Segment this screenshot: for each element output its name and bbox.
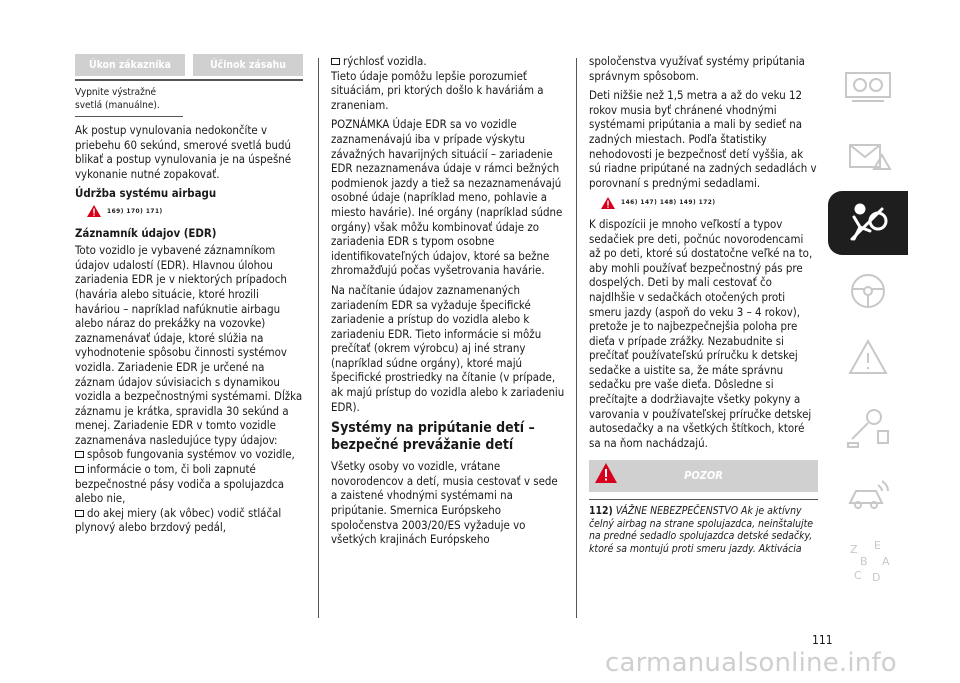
column-divider-1: [318, 58, 319, 618]
wrench-service-icon: [838, 399, 898, 455]
car-dashboard-icon: [838, 59, 898, 115]
checkbox-bullet-icon: [331, 58, 340, 65]
paragraph-child-seat-types: K dispozícii je mnoho veľkostí a typov sedačiek pre deti, počnúc novorodencami až po deti, ktoré sú dostatočne veľké na to, aby mohli používať bezpečnostný pás pre dospelých. Deti by mali cestovať čo najdlhšie v sedačkách otočených proti smeru jazdy (aspoň do veku 3 – 4 rokov), pretože je to najbezpečnejšia poloha pre dieťa v prípade zrážky. Nezabudnite si prečítať používateľskú príručku k detskej sedačke a uistite sa, že máte správnu sedačku pre vaše dieťa. Dôsledne si prečítajte a dodržiavajte všetky pokyny a varovania v používateľskej príručke detskej autosedačky a na všetkých štítkoch, ktoré sa na ňom nachádzajú.: [589, 216, 813, 450]
column-2: [331, 54, 567, 552]
checkbox-bullet-icon: [75, 451, 84, 458]
nav-tab-maintenance[interactable]: [828, 395, 908, 459]
bullet-text: rýchlosť vozidla.: [343, 54, 427, 68]
nav-tab-driving[interactable]: [828, 259, 908, 323]
pozor-warning-header: [589, 460, 818, 492]
table-divider: [75, 79, 303, 81]
edr-bullet-2: [75, 462, 303, 506]
warning-triangle-icon: [87, 205, 101, 217]
edr-bullet-4: [331, 54, 567, 69]
svg-text:E: E: [874, 539, 881, 552]
checkbox-bullet-icon: [75, 510, 84, 517]
column-divider-2: [576, 58, 577, 618]
heading-child-restraint: Systémy na pripútanie detí – bezpečné prevážanie detí: [331, 420, 535, 454]
nav-tab-warnings[interactable]: [828, 123, 908, 187]
airbag-passenger-icon: [838, 195, 898, 251]
svg-text:B: B: [860, 555, 868, 568]
child-note-refs: 146) 147) 148) 149) 172): [621, 198, 716, 207]
warning-triangle-icon: [595, 463, 617, 483]
heading-edr: Záznamník údajov (EDR): [75, 225, 217, 240]
warning-references-airbag: [87, 204, 303, 219]
paragraph-reset-timeout: Ak postup vynulovania nedokončíte v priebehu 60 sekúnd, smerové svetlá budú blikať a postup vynulovania je na úspešné vykonanie nutné zopakovať.: [75, 123, 292, 181]
nav-tab-safety[interactable]: [828, 191, 908, 255]
heading-airbag-maintenance: Údržba systému airbagu: [75, 186, 217, 201]
nav-tab-index[interactable]: [828, 531, 908, 595]
paragraph-edr-purpose: Tieto údaje pomôžu lepšie porozumieť situáciám, pri ktorých došlo k haváriám a zraneniam.: [331, 68, 544, 112]
checkbox-bullet-icon: [75, 466, 84, 473]
steering-wheel-icon: [838, 263, 898, 319]
airbag-note-refs: 169) 170) 171): [107, 206, 163, 215]
chapter-side-nav: [828, 55, 908, 599]
car-signals-icon: [838, 467, 898, 523]
table-header-customer-action: Úkon zákazníka: [75, 54, 185, 76]
table-header-effect: Účinok zásahu: [193, 54, 303, 76]
warning-triangle-icon: [601, 197, 615, 209]
bullet-text: informácie o tom, či boli zapnuté bezpečnostné pásy vodiča a spolujazdca alebo nie,: [75, 462, 285, 506]
procedure-table-header: [75, 54, 303, 76]
bullet-text: spôsob fungovania systémov vo vozidle,: [87, 447, 295, 462]
paragraph-children-rear-seats: Deti nižšie než 1,5 metra a až do veku 12 rokov musia byť chránené vhodnými systémami pripútania a mali by sedieť na zadných miestach. Podľa štatistiky nehodovosti je bezpečnosť detí vyššia, ak sú riadne pripútané na zadných sedadlách v porovnaní s prednými sedadlami.: [589, 88, 817, 190]
svg-text:D: D: [872, 571, 881, 584]
paragraph-edr-note: POZNÁMKA Údaje EDR sa vo vozidle zaznamenávajú iba v prípade výskytu závažných havarijných situácií – zariadenie EDR nezaznamenáva údaje v rámci bežných podmienok jazdy a tiež sa nezaznamenávajú osobné údaje (napríklad meno, pohlavie a miesto havárie). Iné orgány (napríklad súdne orgány) však môžu kombinovať údaje zo zariadenia EDR s typom osobne identifikovateľných údajov, ktoré sa bežne zhromažďujú počas vyšetrovania havárie.: [331, 117, 563, 278]
nav-tab-dashboard[interactable]: [828, 55, 908, 119]
column-3: [589, 54, 818, 555]
pozor-label: POZOR: [684, 469, 723, 483]
paragraph-edr-access: Na načítanie údajov zaznamenaných zariadením EDR sa vyžaduje špecifické zariadenie a prístup do vozidla alebo k zariadeniu EDR. Tieto informácie si môžu prečítať (okrem výrobcu) aj iné strany (napríklad súdne orgány), ktoré majú špecifické prostriedky na čítanie (v prípade, ak majú prístup do vozidla alebo k zariadeniu EDR).: [331, 282, 565, 414]
warning-note-112: [589, 499, 818, 555]
edr-bullet-1: [75, 447, 303, 462]
paragraph-eu-directive: spoločenstva využívať systémy pripútania správnym spôsobom.: [589, 54, 805, 83]
edr-bullet-3: [75, 506, 303, 535]
alphabet-index-icon: [838, 535, 898, 591]
note-number: 112): [589, 505, 613, 518]
column-1: [75, 54, 303, 535]
paragraph-child-restraint: Všetky osoby vo vozidle, vrátane novorodencov a detí, musia cestovať v sede a zaistené vhodnými systémami na pripútanie. Smernica Európskeho spoločenstva 2003/20/ES vyžaduje vo všetkých krajinách Európskeho: [331, 459, 558, 547]
envelope-warning-icon: [838, 127, 898, 183]
svg-text:Z: Z: [850, 543, 858, 556]
page-number: 111: [812, 633, 833, 647]
svg-text:C: C: [854, 569, 862, 582]
svg-text:A: A: [882, 555, 890, 568]
nav-tab-technical[interactable]: [828, 463, 908, 527]
table-cell-hazard-lights: Vypnite výstražné svetlá (manuálne).: [75, 87, 183, 117]
warning-references-child: [601, 195, 818, 210]
note-text: VÁŽNE NEBEZPEČENSTVO Ak je aktívny čelný airbag na strane spolujazdca, neinštalujte na predné sedadlo spolujazdca detské sedačky, ktoré sa montujú proti smeru jazdy. Aktivácia: [589, 505, 814, 555]
warning-road-icon: [838, 331, 898, 387]
bullet-text: do akej miery (ak vôbec) vodič stláčal plynový alebo brzdový pedál,: [75, 505, 282, 535]
watermark-text: carmanualsonline.info: [605, 648, 897, 678]
paragraph-edr: Toto vozidlo je vybavené záznamníkom údajov udalostí (EDR). Hlavnou úlohou zariadenia EDR je v niektorých prípadoch (havária alebo situácie, ktoré hrozili haváriou – napríklad nafúknutie airbagu alebo náraz do prekážky na vozovke) zaznamenávať údaje, ktoré slúžia na vyhodnotenie spôsobu činnosti systémov vozidla. Zariadenie EDR je určené na záznam údajov súvisiacich s dynamikou vozidla a bezpečnostnými systémami. Dĺžka záznamu je krátka, spravidla 30 sekúnd a menej. Zariadenie EDR v tomto vozidle zaznamenáva nasledujúce typy údajov:: [75, 243, 303, 447]
nav-tab-emergency[interactable]: [828, 327, 908, 391]
